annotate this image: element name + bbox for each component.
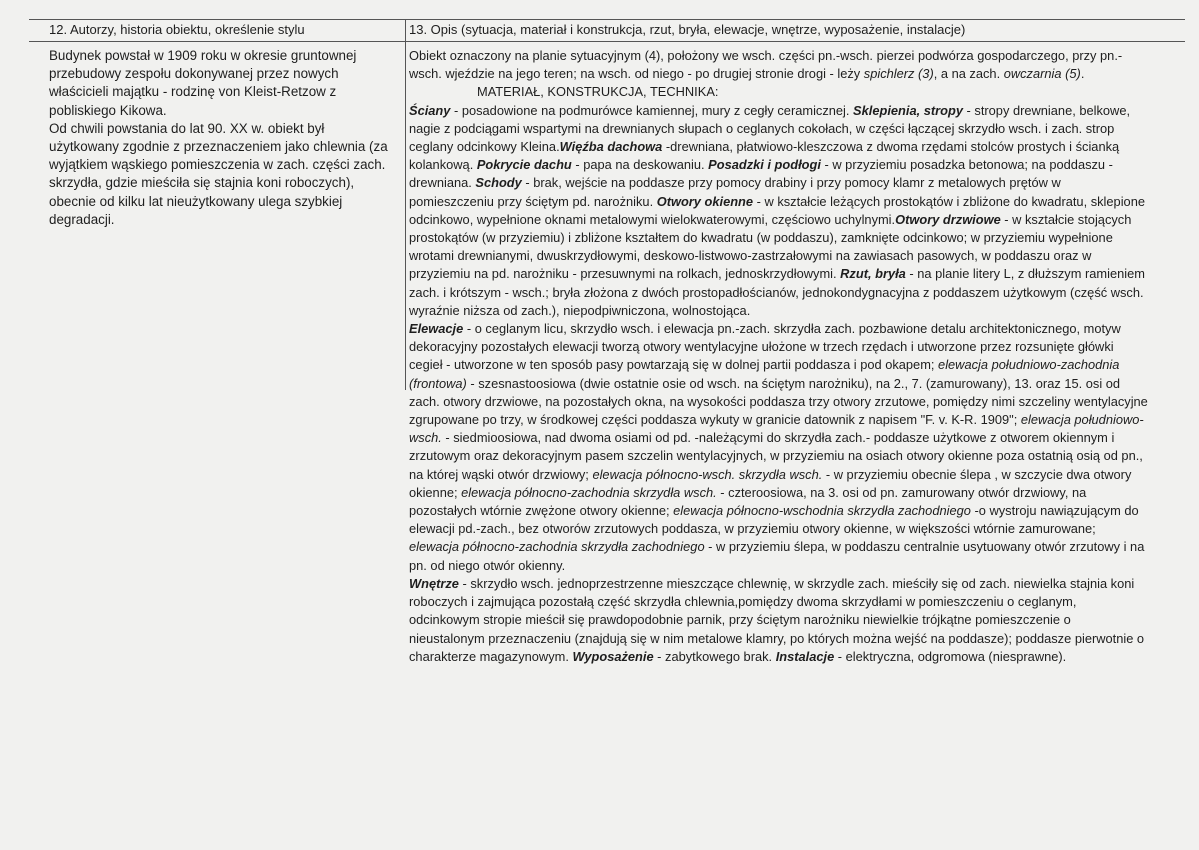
history-paragraph: Budynek powstał w 1909 roku w okresie gruntownej przebudowy zespołu dokonywanej przez nowych właścicieli majątku - rodzinę von Kleist-Retzow z pobliskiego Kikowa. (49, 48, 357, 118)
label-equipment: Wyposażenie (572, 648, 654, 664)
label-roof-truss: Więźba dachowa (559, 139, 663, 155)
intro-text: . (1080, 66, 1085, 82)
text-elevations: - w przyziemiu obecnie ślepa , w szczycie dwa otwory okienne; (409, 466, 1132, 500)
label-walls: Ściany (409, 102, 451, 118)
label-roofing: Pokrycie dachu (476, 157, 572, 173)
text-windows: - w kształcie leżących prostokątów i zbliżone do kwadratu, sklepione odcinkowo, wypełnione oknami metalowymi wielokwaterowymi, częściowo uchylnymi. (409, 193, 1145, 227)
material-subheading: MATERIAŁ, KONSTRUKCJA, TECHNIKA: (477, 84, 719, 100)
text-elevations: - czteroosiowa, na 3. osi od pn. zamurowany otwór drzwiowy, na pozostałych wtórnie zwężone otwory okienne; (409, 484, 1087, 519)
elevation-name: elewacja południowo-zachodnia (frontowa) (409, 357, 1120, 391)
label-elevations: Elewacje (409, 321, 464, 337)
elevations-paragraph (409, 320, 1149, 575)
elevation-name: elewacja północno-wsch. skrzydła wsch. (592, 466, 823, 482)
text-roofing: - papa na deskowaniu. (571, 157, 709, 173)
column-divider (405, 19, 406, 390)
text-floors: - w przyziemiu posadzka betonowa; na poddaszu - drewniana. (409, 157, 1113, 191)
elevation-name: elewacja północno-zachodnia skrzydła wsch. (461, 484, 717, 500)
label-doors: Otwory drzwiowe (895, 211, 1001, 227)
intro-ref-sheepfold: owczarnia (5) (1003, 66, 1081, 82)
text-interior: - skrzydło wsch. jednoprzestrzenne mieszczące chlewnię, w skrzydle zach. mieściły się od zach. niewielka stajnia koni roboczych i zajmująca pozostałą część skrzydła chlewnia,pomiędzy dwoma skrzydłami w pomieszczeniu o ceglanym, odcinkowym stropie mieścił się prawdopodobnie parnik, przy ściętym narożniku niewielkie trójkątne pomieszczenie o nieustalonym przeznaczeniu (znajdują się w nim metalowe klamry, po których można wejść na poddasze); poddasze pierwotnie o charakterze magazynowym. (409, 575, 1145, 664)
intro-ref-granary: spichlerz (3) (863, 66, 934, 82)
text-elevations: - o ceglanym licu, skrzydło wsch. i elewacja pn.-zach. skrzydła zach. pozbawione detalu architektonicznego, motyw dekoracyjny pozostałych elewacji tworzą otwory wentylacyjne ułożone w trzech rzędach i utworzone przez rozsunięte główki cegieł - utworzone w ten sposób pasy powtarzają się w dolnej partii poddasza i pod okapem; (409, 321, 1121, 373)
intro-text: , a na zach. (933, 66, 1004, 82)
text-stairs: - brak, wejście na poddasze przy pomocy drabiny i przy pomocy klamr z metalowych prętów w pomieszczeniu przy ściętym pd. narożniku. (409, 175, 1061, 209)
description-text (409, 47, 1149, 666)
history-paragraph: Od chwili powstania do lat 90. XX w. obiekt był użytkowany zgodnie z przeznaczeniem jako chlewnia (za wyjątkiem wąskiego pomieszczenia w zach. części zach. skrzydła, gdzie mieściła się stajnia koni roboczych), obecnie od kilku lat nieużytkowany ulega szybkiej degradacji. (49, 120, 388, 227)
label-ceilings: Sklepienia, stropy (853, 102, 963, 118)
label-plan: Rzut, bryła (840, 266, 906, 282)
material-paragraph (409, 102, 1149, 320)
label-installations: Instalacje (775, 648, 835, 664)
history-text (49, 47, 394, 229)
section-12-heading: 12. Autorzy, historia obiektu, określenie stylu (49, 22, 305, 37)
text-equipment: - zabytkowego brak. (653, 648, 776, 664)
text-roof-truss: -drewniana, płatwiowo-kleszczowa z dwoma rzędami stolców prostych i ścianką kolankową. (409, 139, 1120, 173)
text-elevations: - w przyziemiu ślepa, w poddaszu centralnie usytuowany otwór zrzutowy i na pn. od niego otwór okienny. (409, 539, 1145, 573)
text-elevations: - szesnastoosiowa (dwie ostatnie osie od wsch. na ściętym narożniku), na 2., 7. (zamurowany), 13. oraz 15. osi od zach. otwory drzwiowe, na pozostałych okna, na wysokości poddasza trzy otwory zrzutowe, pomiędzy nimi szczeliny wentylacyjne zgrupowane po trzy, w środkowej części poddasza wykuty w granicie datownik z napisem "F. v. K-R. 1909"; (409, 375, 1148, 428)
elevation-name: elewacja północno-wschodnia skrzydła zachodniego (673, 503, 971, 519)
label-interior: Wnętrze (409, 575, 459, 591)
text-walls: - posadowione na podmurówce kamiennej, mury z cegły ceramicznej. (450, 102, 854, 118)
text-doors: - w kształcie stojących prostokątów (w przyziemiu) i zbliżone kształtem do kwadratu (w poddaszu), zamknięte odcinkowo; w przyziemiu wypełnione wrotami drewnianymi, dwuskrzydłowymi, deskowo-listwowo-zastrzałowymi na zawiasach pasowych, w poddaszu oraz w przyziemiu na pd. narożniku - przesuwnymi na rolkach, jednoskrzydłowymi. (409, 211, 1132, 282)
label-stairs: Schody (475, 175, 522, 191)
elevation-name: elewacja północno-zachodnia skrzydła zachodniego (409, 539, 705, 555)
text-installations: - elektryczna, odgromowa (niesprawne). (834, 648, 1067, 664)
intro-paragraph (409, 47, 1149, 83)
label-floors: Posadzki i podłogi (708, 157, 821, 173)
text-elevations: - siedmioosiowa, nad dwoma osiami od pd. -należącymi do skrzydła zach.- poddasze użytkowe z otworem okiennym i zrzutowym oraz dekoracyjnym pasem szczelin wentylacyjnych, w przyziemiu na osiach otwory okienne poza ostatnią osią od pn., na której wąski otwór drzwiowy; (409, 430, 1143, 482)
intro-text: Obiekt oznaczony na planie sytuacyjnym (4), położony we wsch. części pn.-wsch. pierzei podwórza gospodarczego, przy pn.-wsch. wjeździe na jego teren; na wsch. od niego - po drugiej stronie drogi - leży (409, 48, 1123, 82)
text-elevations: -o wystroju nawiązującym do elewacji pd.-zach., bez otworów zrzutowych poddasza, w przyziemiu otwory okienne, w większości wtórnie zamurowane; (409, 503, 1139, 537)
label-windows: Otwory okienne (656, 193, 754, 209)
text-ceilings: - stropy drewniane, belkowe, nagie z podciągami wspartymi na drewnianych słupach o ceglanych cokołach, w części łączącej skrzydło wsch. i zach. strop ceglany odcinkowy Kleina. (409, 102, 1131, 155)
section-13-heading: 13. Opis (sytuacja, materiał i konstrukcja, rzut, bryła, elewacje, wnętrze, wyposażenie, instalacje) (409, 22, 966, 37)
header-divider (29, 41, 1185, 42)
elevation-name: elewacja południowo-wsch. (409, 412, 1144, 446)
interior-paragraph (409, 575, 1149, 666)
text-plan: - na planie litery L, z dłuższym ramieniem zach. i krótszym - wsch.; bryła złożona z dwóch prostopadłościanów, jednokondygnacyjna z poddaszem użytkowym (część wsch. wyraźnie niższa od zach.), niepodpiwniczona, wolnostojąca. (409, 266, 1145, 318)
